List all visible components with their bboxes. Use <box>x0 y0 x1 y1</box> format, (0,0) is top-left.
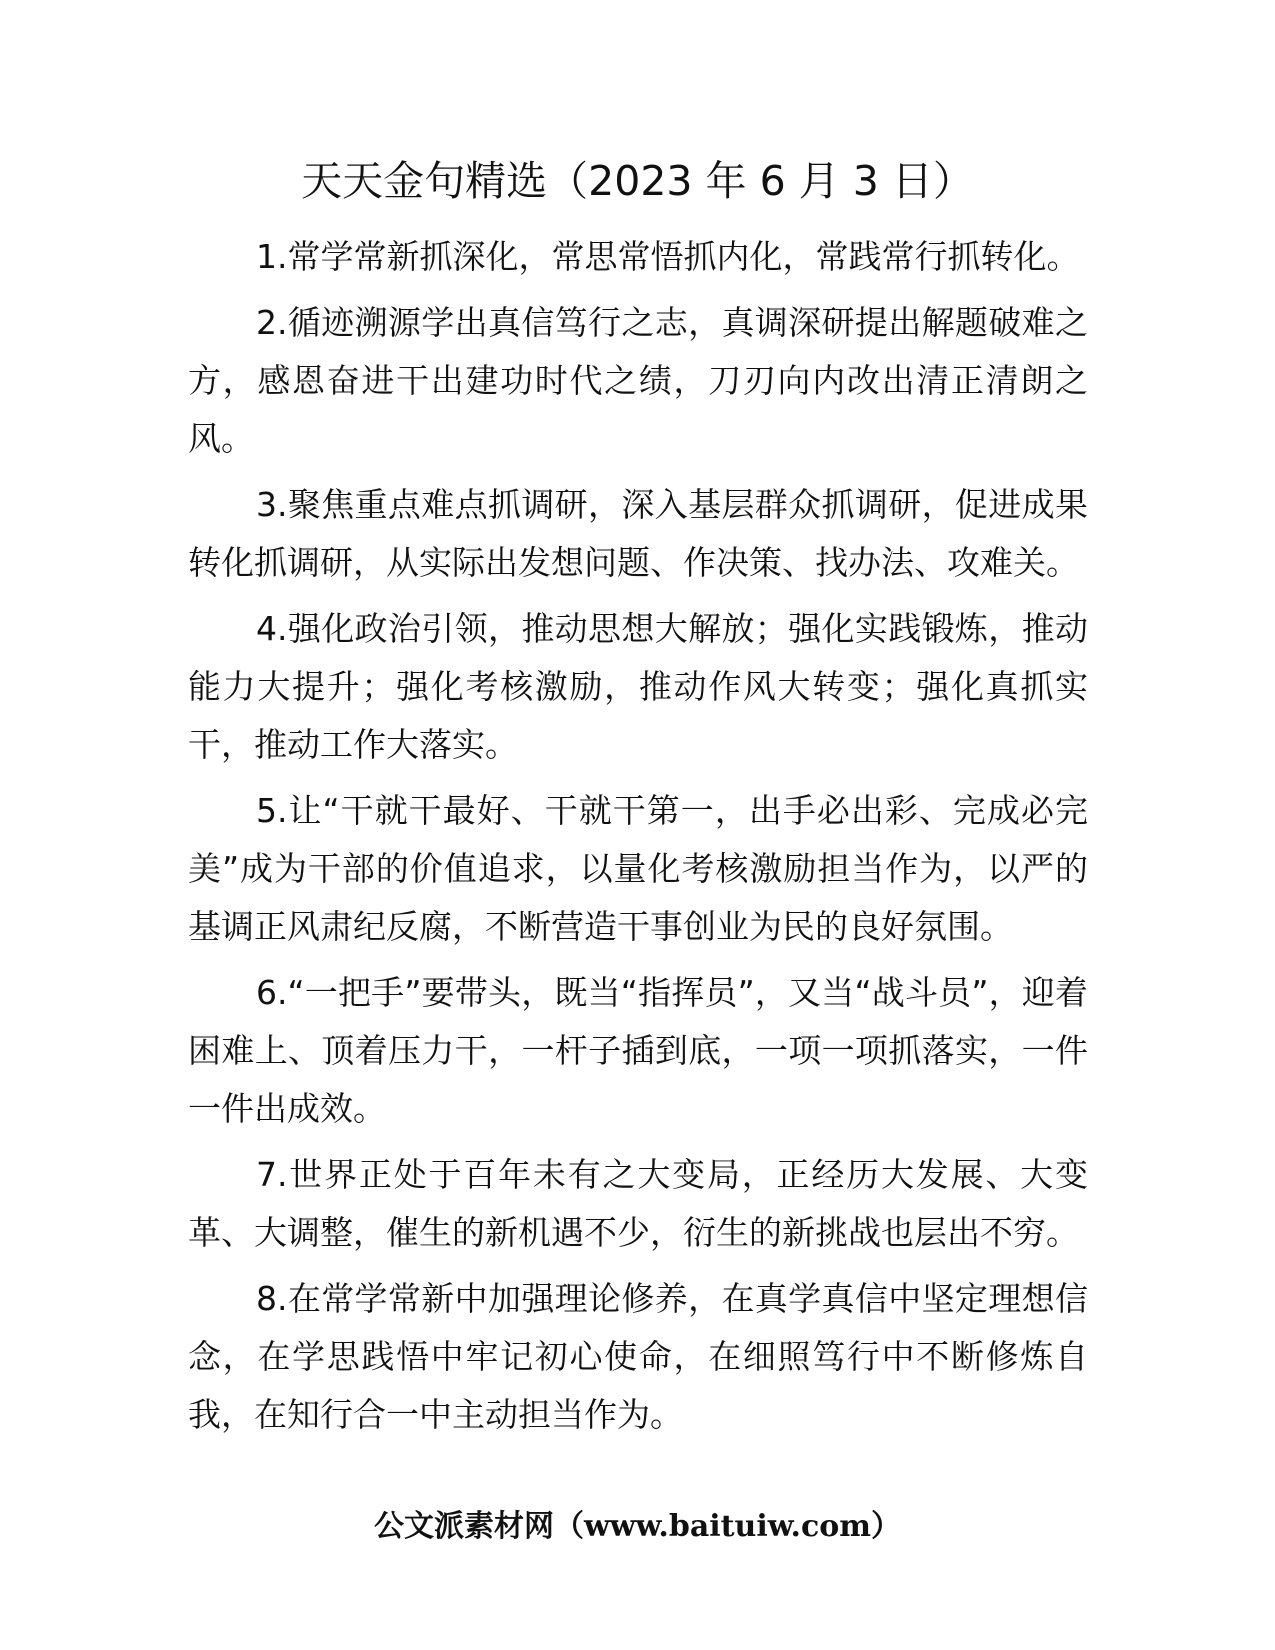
paragraph-8: 8.在常学常新中加强理论修养，在真学真信中坚定理想信念，在学思践悟中牢记初心使命，在细照笃行中不断修炼自我，在知行合一中主动担当作为。 <box>188 1279 1088 1434</box>
paragraph-3: 3.聚焦重点难点抓调研，深入基层群众抓调研，促进成果转化抓调研，从实际出发想问题、作决策、找办法、攻难关。 <box>188 485 1088 582</box>
paragraph-7: 7.世界正处于百年未有之大变局，正经历大发展、大变革、大调整，催生的新机遇不少，衍生的新挑战也层出不穷。 <box>188 1155 1088 1252</box>
paragraph-6: 6.“一把手”要带头，既当“指挥员”，又当“战斗员”，迎着困难上、顶着压力干，一杆子插到底，一项一项抓落实，一件一件出成效。 <box>188 973 1088 1128</box>
paragraph-4: 4.强化政治引领，推动思想大解放；强化实践锻炼，推动能力大提升；强化考核激励，推动作风大转变；强化真抓实干，推动工作大落实。 <box>188 609 1088 764</box>
paragraph-2: 2.循迹溯源学出真信笃行之志，真调深研提出解题破难之方，感恩奋进干出建功时代之绩，刀刃向内改出清正清朗之风。 <box>188 303 1088 458</box>
paragraph-5: 5.让“干就干最好、干就干第一，出手必出彩、完成必完美”成为干部的价值追求，以量化考核激励担当作为，以严的基调正风肃纪反腐，不断营造干事创业为民的良好氛围。 <box>188 791 1088 946</box>
document-body <box>188 228 1088 1452</box>
source-footer: 公文派素材网（www.baituiw.com） <box>373 1509 902 1544</box>
paragraph-1: 1.常学常新抓深化，常思常悟抓内化，常践常行抓转化。 <box>256 237 1080 276</box>
document-title: 天天金句精选（2023 年 6 月 3 日） <box>301 157 974 205</box>
